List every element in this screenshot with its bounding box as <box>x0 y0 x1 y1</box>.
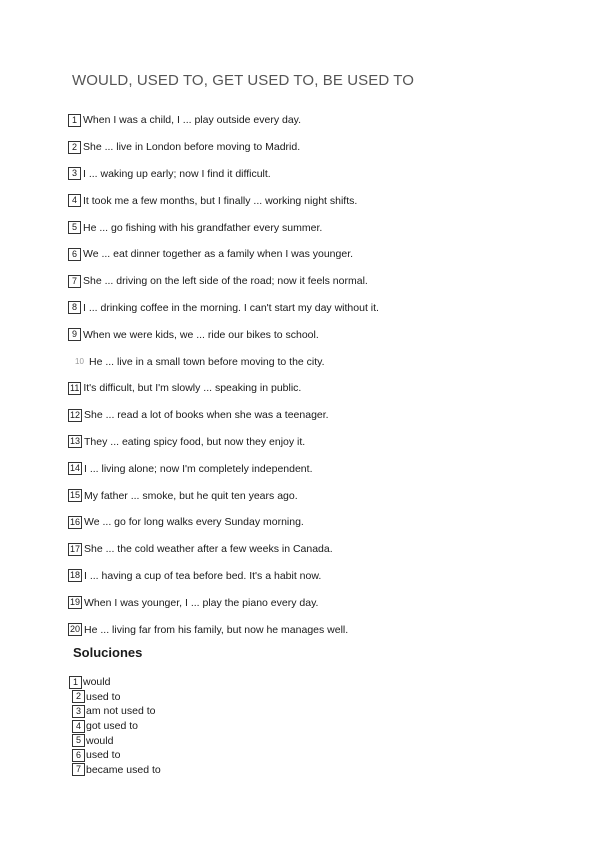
item-number: 4 <box>68 194 81 207</box>
exercise-item <box>68 482 568 509</box>
exercise-text: I ... drinking coffee in the morning. I can't start my day without it. <box>83 301 379 314</box>
exercise-text: When we were kids, we ... ride our bikes to school. <box>83 328 319 341</box>
exercise-text: It took me a few months, but I finally ... working night shifts. <box>83 194 358 207</box>
exercise-item <box>68 375 568 402</box>
exercise-item <box>68 589 568 616</box>
exercise-item <box>68 455 568 482</box>
exercise-list <box>68 107 568 643</box>
item-number: 4 <box>72 720 85 733</box>
item-number: 12 <box>70 409 81 420</box>
exercise-text: When I was younger, I ... play the piano every day. <box>84 596 319 609</box>
solution-item <box>69 704 161 719</box>
exercise-text: My father ... smoke, but he quit ten years ago. <box>84 489 298 502</box>
item-number: 20 <box>70 624 81 635</box>
item-number: 11 <box>70 382 80 393</box>
exercise-text: She ... read a lot of books when she was a teenager. <box>84 409 329 422</box>
exercise-text: We ... eat dinner together as a family when I was younger. <box>83 248 354 261</box>
exercise-text: They ... eating spicy food, but now they enjoy it. <box>84 435 306 448</box>
exercise-text: She ... the cold weather after a few weeks in Canada. <box>84 543 333 556</box>
exercise-item <box>68 214 568 241</box>
exercise-text: He ... live in a small town before moving to the city. <box>89 355 325 368</box>
solution-text: used to <box>86 690 121 703</box>
exercise-text: When I was a child, I ... play outside every day. <box>83 114 302 127</box>
solution-text: used to <box>86 749 121 762</box>
exercise-item <box>68 241 568 268</box>
exercise-item <box>68 348 568 375</box>
item-number: 5 <box>68 221 81 234</box>
exercise-item <box>68 161 568 188</box>
exercise-text: She ... live in London before moving to Madrid. <box>83 141 301 154</box>
item-number: 13 <box>70 436 81 447</box>
item-number: 10 <box>75 357 84 367</box>
item-number: 3 <box>72 705 85 718</box>
solutions-list <box>69 675 161 777</box>
solution-item <box>69 748 161 763</box>
item-number: 7 <box>72 763 85 776</box>
item-number: 7 <box>68 275 81 288</box>
solution-item <box>69 733 161 748</box>
exercise-item <box>68 134 568 161</box>
solution-item <box>69 719 161 734</box>
exercise-item <box>68 402 568 429</box>
exercise-item <box>68 321 568 348</box>
exercise-text: We ... go for long walks every Sunday morning. <box>84 516 304 529</box>
exercise-text: He ... go fishing with his grandfather every summer. <box>83 221 323 234</box>
item-number: 19 <box>70 597 81 608</box>
item-number: 8 <box>68 301 81 314</box>
solutions-heading: Soluciones <box>73 645 143 660</box>
exercise-text: She ... driving on the left side of the road; now it feels normal. <box>83 275 368 288</box>
exercise-item <box>68 187 568 214</box>
exercise-item <box>68 268 568 295</box>
item-number: 9 <box>68 328 81 341</box>
item-number: 15 <box>70 490 81 501</box>
item-number: 17 <box>70 543 81 554</box>
exercise-item <box>68 536 568 563</box>
solution-text: got used to <box>86 720 138 733</box>
item-number: 2 <box>72 690 85 703</box>
solution-text: am not used to <box>86 705 156 718</box>
item-number: 18 <box>70 570 81 581</box>
exercise-text: I ... waking up early; now I find it difficult. <box>83 167 271 180</box>
item-number: 16 <box>70 516 81 527</box>
item-number: 2 <box>68 141 81 154</box>
item-number: 6 <box>68 248 81 261</box>
item-number: 1 <box>68 114 81 127</box>
solution-text: would <box>83 676 111 689</box>
exercise-text: He ... living far from his family, but now he manages well. <box>84 623 349 636</box>
item-number: 1 <box>69 676 82 689</box>
page-title: WOULD, USED TO, GET USED TO, BE USED TO <box>72 72 415 89</box>
item-number: 3 <box>68 167 81 180</box>
item-number: 6 <box>72 749 85 762</box>
exercise-text: It's difficult, but I'm slowly ... speaking in public. <box>83 382 302 395</box>
solution-item <box>69 690 161 705</box>
exercise-item <box>68 295 568 322</box>
solution-text: became used to <box>86 763 161 776</box>
exercise-item <box>68 616 568 643</box>
item-number: 5 <box>72 734 85 747</box>
exercise-item <box>68 107 568 134</box>
exercise-item <box>68 563 568 590</box>
solution-item <box>69 763 161 778</box>
exercise-item <box>68 429 568 456</box>
exercise-item <box>68 509 568 536</box>
item-number: 14 <box>70 463 81 474</box>
solution-text: would <box>86 734 114 747</box>
solution-item <box>69 675 161 690</box>
exercise-text: I ... living alone; now I'm completely independent. <box>84 462 313 475</box>
exercise-text: I ... having a cup of tea before bed. It's a habit now. <box>84 569 322 582</box>
